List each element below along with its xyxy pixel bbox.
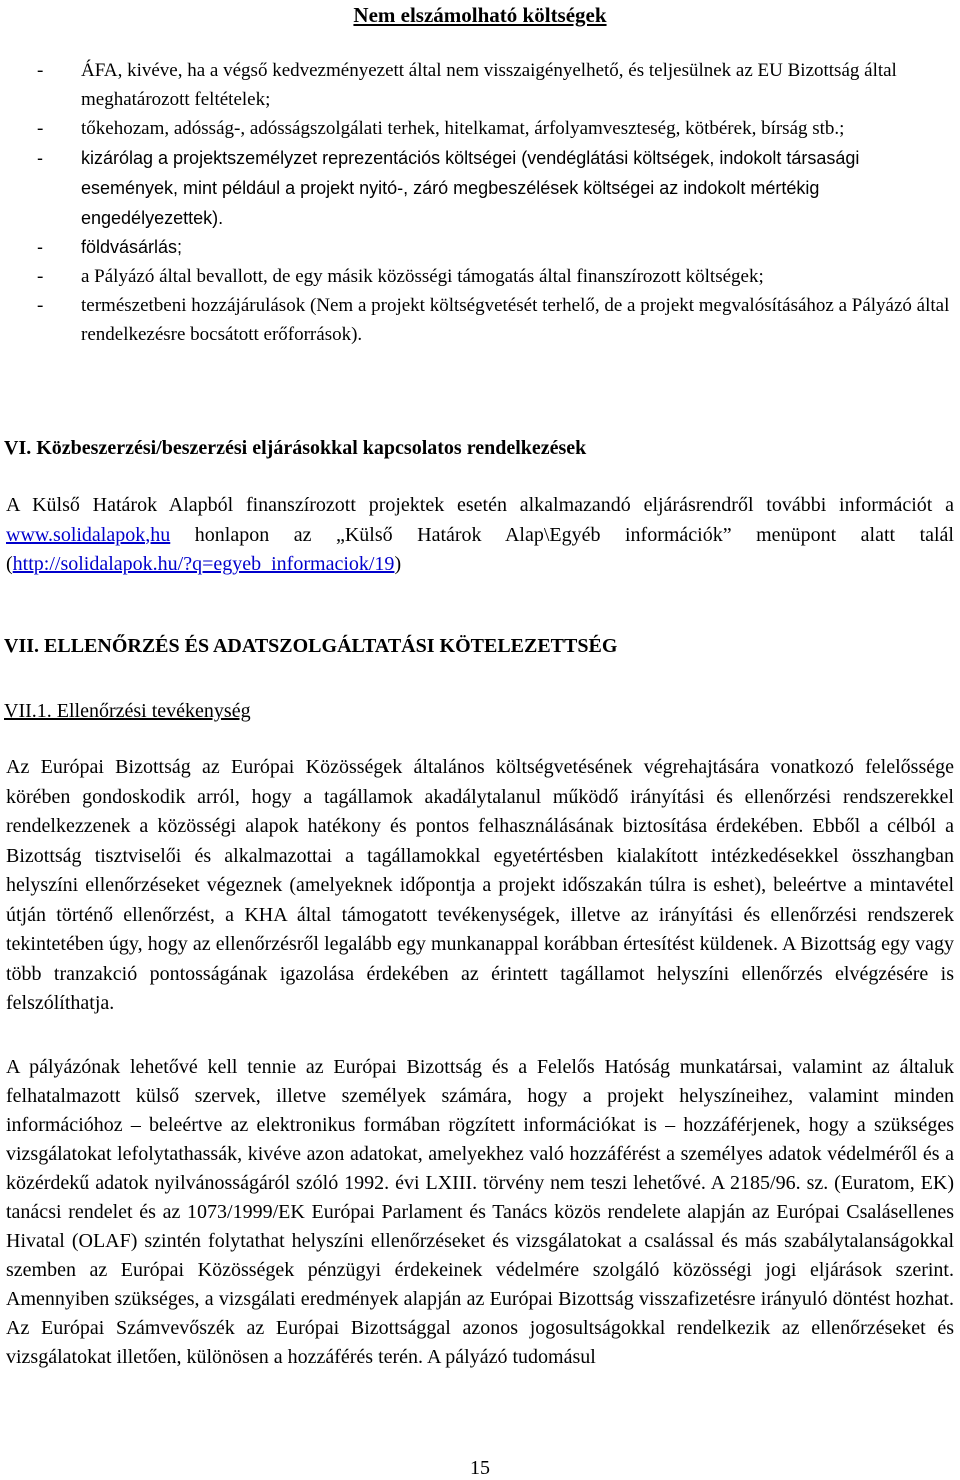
list-item-text: természetbeni hozzájárulások (Nem a projekt költségvetését terhelő, de a projekt megvalósításához a Pályázó által rendelkezésre bocsátott erőforrások). (81, 295, 950, 345)
procurement-paragraph (6, 491, 954, 580)
procurement-text-after: ) (394, 553, 402, 575)
list-item (0, 233, 960, 262)
list-item-text: a Pályázó által bevallott, de egy másik közösségi támogatás által finanszírozott költségek; (81, 266, 764, 287)
list-marker: - (37, 295, 44, 316)
list-marker: - (37, 148, 43, 168)
procurement-text-middle: honlapon az „Külső Határok Alap\Egyéb információk” menüpont alatt talál ( (6, 523, 954, 575)
list-item-text: tőkehozam, adósság-, adósságszolgálati terhek, hitelkamat, árfolyamveszteség, kötbérek, bírság stb.; (81, 118, 845, 139)
page-number: 15 (470, 1457, 490, 1479)
list-item-text: kizárólag a projektszemélyzet reprezentációs költségei (vendéglátási költségek, indokolt társasági események, mint például a projekt nyitó-, záró megbeszélések költségei az indokolt mértékig engedélyezettek). (81, 148, 860, 228)
list-marker: - (37, 118, 44, 139)
list-marker: - (37, 266, 44, 287)
list-marker: - (37, 237, 43, 257)
list-item (0, 56, 960, 114)
subsection-heading-vii-1: VII.1. Ellenőrzési tevékenység (4, 700, 251, 722)
list-marker: - (37, 60, 44, 81)
list-item (0, 262, 960, 291)
informaciok-link[interactable]: http://solidalapok.hu/?q=egyeb_informaciok/19 (12, 553, 395, 575)
control-paragraph-1: Az Európai Bizottság az Európai Közösségek általános költségvetésének végrehajtására vonatkozó felelőssége körében gondoskodik arról, hogy a tagállamok akadálytalanul működő irányítási és ellenőrzési rendszerekkel rendelkezzenek a közösségi alapok hatékony és pontos felhasználásának biztosítása érdekében. Ebből a célból a Bizottság tisztviselői és alkalmazottai a tagállamokkal egyetértésben kialakított intézkedésekkel összhangban helyszíni ellenőrzéseket végeznek (amelyeknek időpontja a projekt időszakán túlra is eshet), beleértve a mintavétel útján történő ellenőrzést, a KHA által támogatott tevékenységek, illetve az irányítási és ellenőrzési rendszerek tekintetében úgy, hogy az ellenőrzésről legalább egy munkanappal korábban értesítést küldenek. A Bizottság egy vagy több tranzakció pontosságának igazolása érdekében az érintett tagállamot helyszíni ellenőrzés elvégzésére is felszólíthatja. (6, 756, 954, 1014)
page-title: Nem elszámolható költségek (353, 3, 607, 27)
non-eligible-costs-list (0, 56, 960, 349)
list-item-text: ÁFA, kivéve, ha a végső kedvezményezett által nem visszaigényelhető, és teljesülnek az EU Bizottság által meghatározott feltételek; (81, 60, 897, 110)
solidalapok-link[interactable]: www.solidalapok,hu (6, 523, 171, 546)
list-item-text: földvásárlás; (81, 237, 183, 257)
procurement-text-before: A Külső Határok Alapból finanszírozott projektek esetén alkalmazandó eljárásrendről további információt a (6, 494, 954, 516)
section-heading-vii: VII. ELLENŐRZÉS ÉS ADATSZOLGÁLTATÁSI KÖTELEZETTSÉG (4, 635, 618, 657)
list-item (0, 291, 960, 349)
control-paragraph-2: A pályázónak lehetővé kell tennie az Európai Bizottság és a Felelős Hatóság munkatársai, valamint az általuk felhatalmazott külső szervek, illetve személyek számára, hogy a projekt helyszíneihez, valamint minden információhoz – beleértve az elektronikus formában rögzített információkat is – hozzáférjenek, hogy a szükséges vizsgálatokat lefolytathassák, kivéve azon adatokat, amelyekhez való hozzáférést a személyes adatok védelméről és a közérdekű adatok nyilvánosságáról szóló 1992. évi LXIII. törvény nem teszi lehetővé. A 2185/96. sz. (Euratom, EK) tanácsi rendelet és az 1073/1999/EK Európai Parlament és Tanács közös rendelete alapján az Európai Csalásellenes Hivatal (OLAF) szintén folytathat helyszíni ellenőrzéseket és vizsgálatokat a csalással és más szabálytalanságokkal szemben az Európai Közösségek pénzügyi érdekeinek védelmére szolgáló közösségi jogi eljárások szerint. Amennyiben szükséges, a vizsgálati eredmények alapján az Európai Bizottság visszafizetésre irányuló döntést hozhat. Az Európai Számvevőszék az Európai Bizottsággal azonos jogosultságokkal rendelkezik az ellenőrzéseket és vizsgálatokat illetően, különösen a hozzáférés terén. A pályázó tudomásul (6, 1056, 954, 1368)
section-heading-vi: VI. Közbeszerzési/beszerzési eljárásokkal kapcsolatos rendelkezések (4, 437, 587, 459)
list-item (0, 114, 960, 143)
list-item (0, 143, 960, 233)
